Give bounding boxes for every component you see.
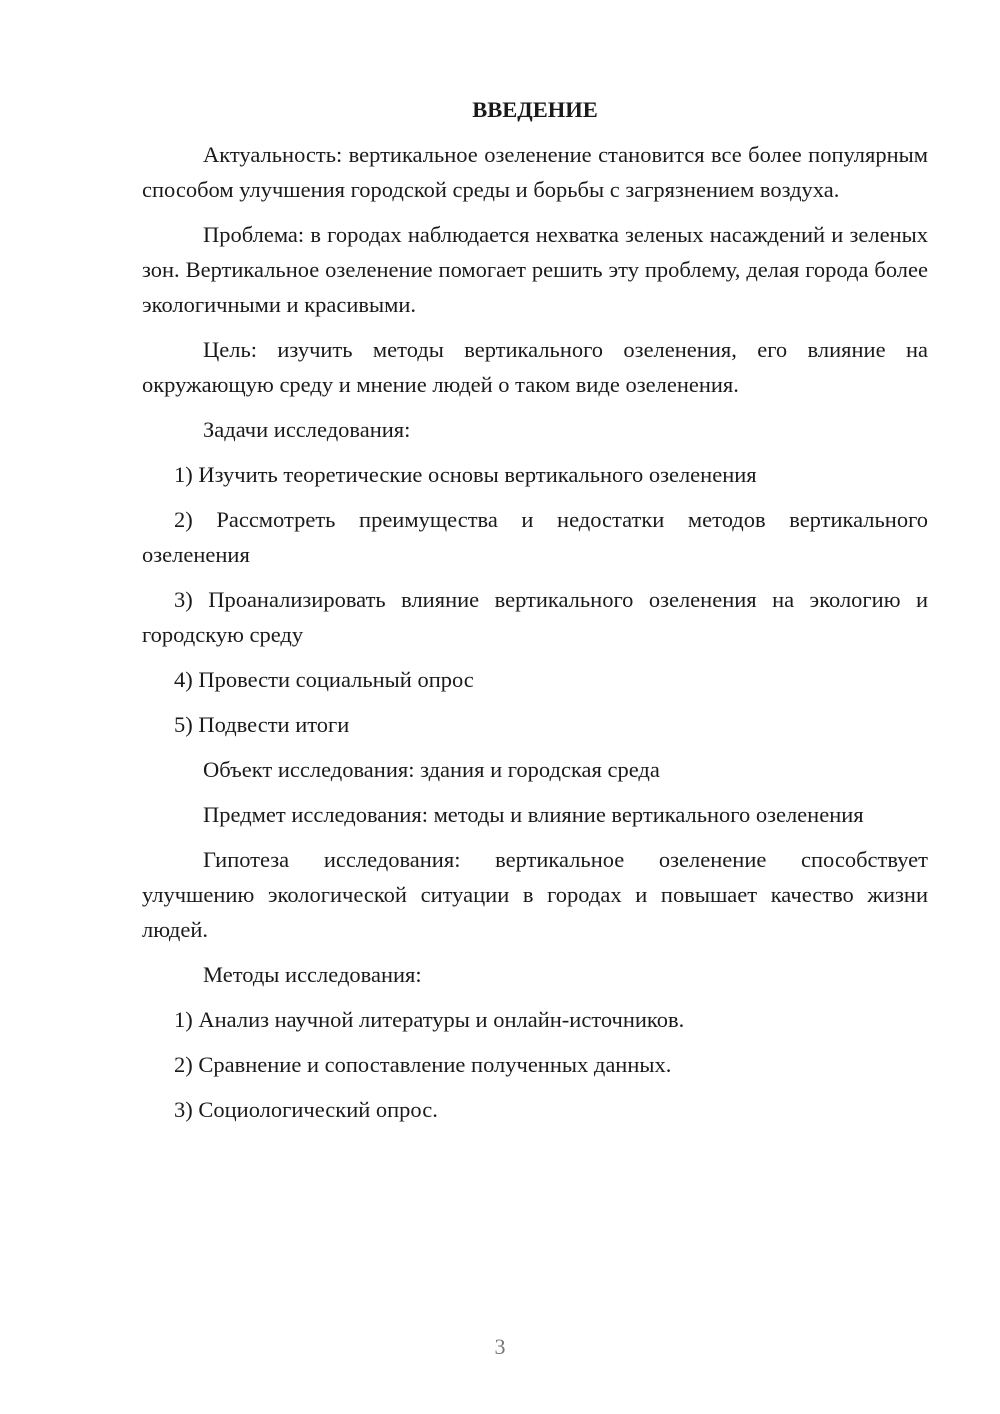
task-item: 5) Подвести итоги <box>174 712 350 737</box>
method-item: 3) Социологический опрос. <box>174 1097 438 1122</box>
method-item: 1) Анализ научной литературы и онлайн-источников. <box>174 1007 685 1032</box>
goal-paragraph: Цель: изучить методы вертикального озеленения, его влияние на окружающую среду и мнение людей о таком виде озеленения. <box>142 337 928 397</box>
problem-paragraph: Проблема: в городах наблюдается нехватка зеленых насаждений и зеленых зон. Вертикальное озеленение помогает решить эту проблему, делая города более экологичными и красивыми. <box>142 222 928 317</box>
task-item: 3) Проанализировать влияние вертикального озеленения на экологию и городскую среду <box>142 587 928 647</box>
task-item: 1) Изучить теоретические основы вертикального озеленения <box>174 462 757 487</box>
task-item: 4) Провести социальный опрос <box>174 667 474 692</box>
object-paragraph: Объект исследования: здания и городская среда <box>203 757 660 782</box>
page-number: 3 <box>494 1334 506 1359</box>
document-page <box>142 92 928 1137</box>
methods-heading: Методы исследования: <box>203 962 422 987</box>
relevance-paragraph: Актуальность: вертикальное озеленение становится все более популярным способом улучшения городской среды и борьбы с загрязнением воздуха. <box>142 142 928 202</box>
task-item: 2) Рассмотреть преимущества и недостатки методов вертикального озеленения <box>142 507 928 567</box>
subject-paragraph: Предмет исследования: методы и влияние вертикального озеленения <box>203 802 864 827</box>
tasks-heading: Задачи исследования: <box>203 417 411 442</box>
hypothesis-paragraph: Гипотеза исследования: вертикальное озеленение способствует улучшению экологической ситуации в городах и повышает качество жизни людей. <box>142 847 928 942</box>
method-item: 2) Сравнение и сопоставление полученных данных. <box>174 1052 672 1077</box>
section-title: ВВЕДЕНИЕ <box>472 97 598 122</box>
